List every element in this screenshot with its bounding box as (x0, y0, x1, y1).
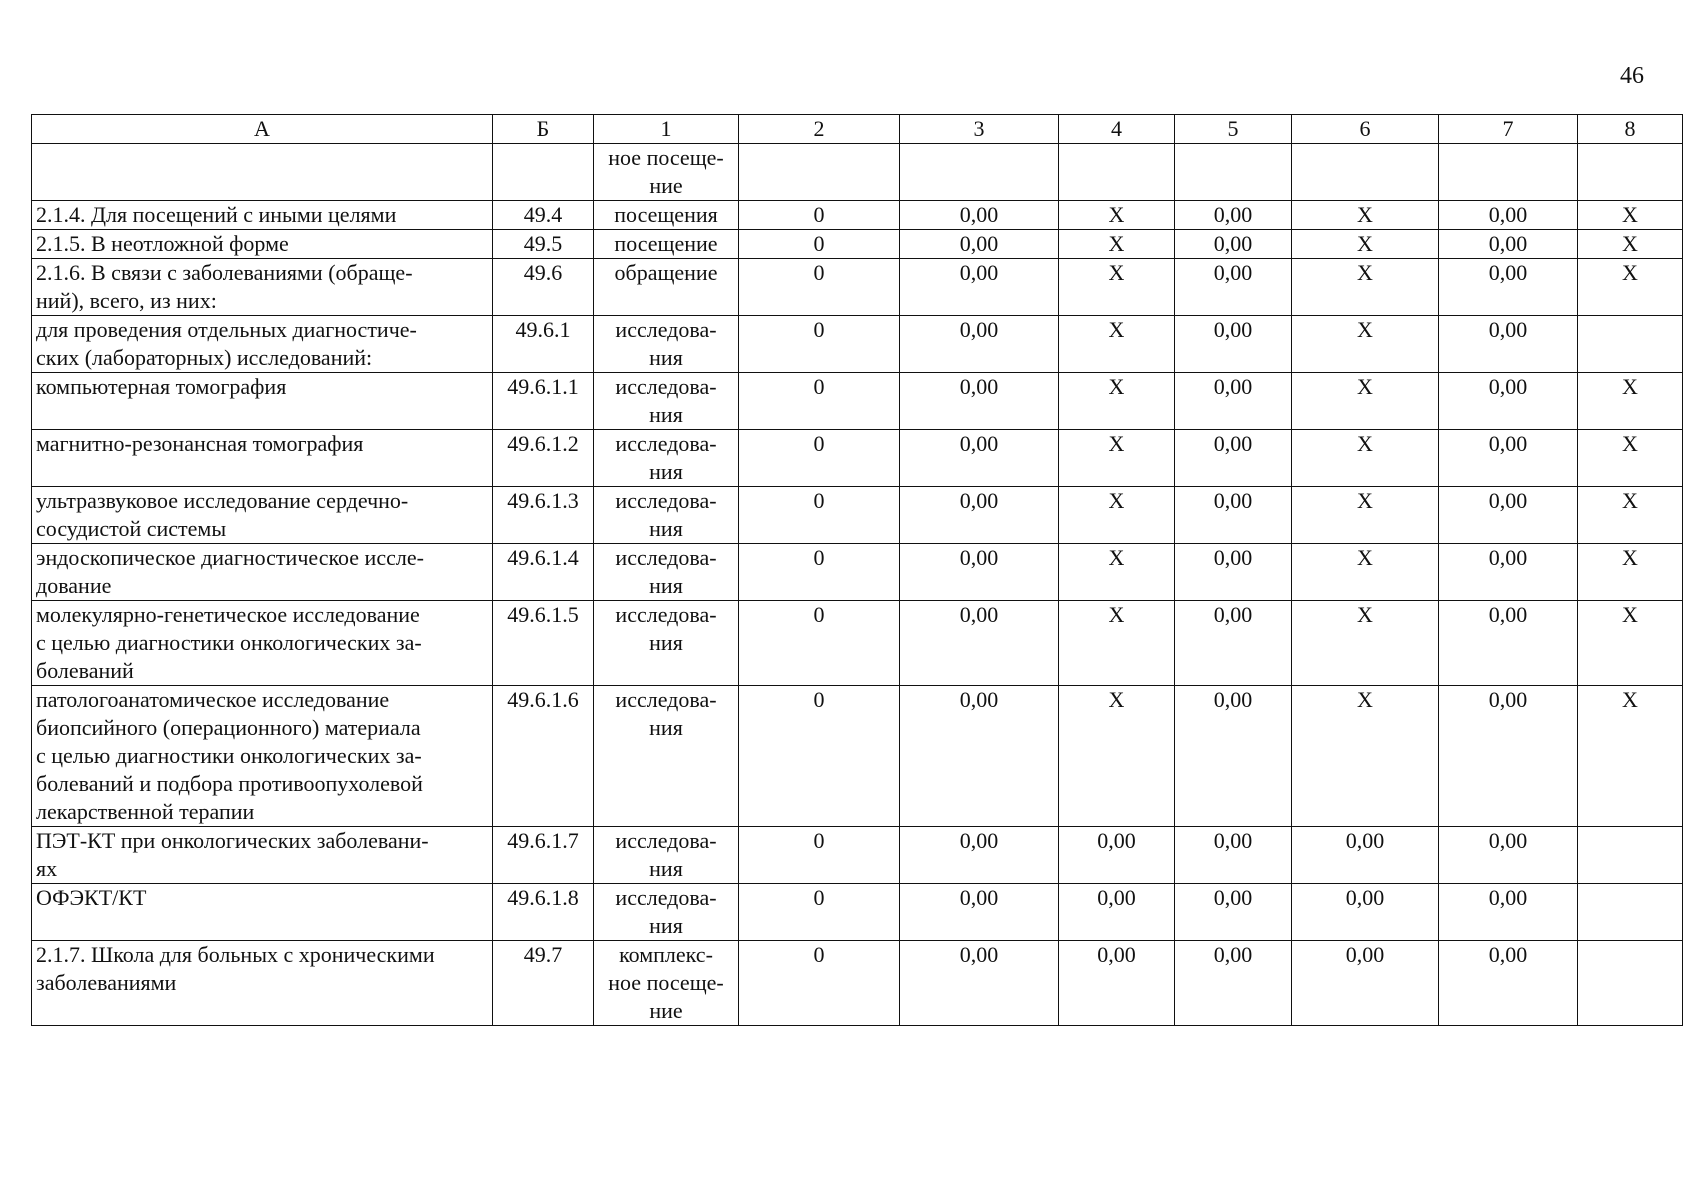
row-code-cell: 49.4 (493, 201, 594, 230)
col6-cell: X (1292, 230, 1439, 259)
col8-cell: X (1578, 430, 1683, 487)
table-body (32, 144, 1683, 1026)
table-row (32, 144, 1683, 201)
unit-cell: исследова- ния (594, 373, 739, 430)
row-code-cell: 49.7 (493, 941, 594, 1026)
unit-cell: исследова- ния (594, 316, 739, 373)
table-row (32, 201, 1683, 230)
col4-cell: X (1059, 430, 1175, 487)
col3-cell: 0,00 (900, 316, 1059, 373)
row-code-cell: 49.6.1 (493, 316, 594, 373)
col3-cell: 0,00 (900, 827, 1059, 884)
col3-cell: 0,00 (900, 686, 1059, 827)
unit-cell: исследова- ния (594, 686, 739, 827)
col2-cell: 0 (739, 941, 900, 1026)
col5-cell: 0,00 (1175, 544, 1292, 601)
col8-cell: X (1578, 201, 1683, 230)
indicator-name-cell: эндоскопическое диагностическое иссле- дование (32, 544, 493, 601)
col4-cell (1059, 144, 1175, 201)
col2-cell: 0 (739, 259, 900, 316)
indicator-name-cell: 2.1.7. Школа для больных с хроническими заболеваниями (32, 941, 493, 1026)
col2-cell: 0 (739, 201, 900, 230)
unit-cell: исследова- ния (594, 884, 739, 941)
col7-cell: 0,00 (1439, 230, 1578, 259)
unit-cell: обращение (594, 259, 739, 316)
table-row (32, 884, 1683, 941)
col8-cell (1578, 941, 1683, 1026)
header-cell: Б (493, 115, 594, 144)
col4-cell: X (1059, 316, 1175, 373)
col8-cell: X (1578, 487, 1683, 544)
header-cell: 6 (1292, 115, 1439, 144)
row-code-cell: 49.6.1.2 (493, 430, 594, 487)
row-code-cell: 49.6 (493, 259, 594, 316)
col8-cell (1578, 884, 1683, 941)
table-row (32, 544, 1683, 601)
col4-cell: X (1059, 601, 1175, 686)
header-cell: 8 (1578, 115, 1683, 144)
col6-cell: X (1292, 601, 1439, 686)
col4-cell: 0,00 (1059, 941, 1175, 1026)
table-row (32, 316, 1683, 373)
table-row (32, 259, 1683, 316)
table-row (32, 430, 1683, 487)
col2-cell: 0 (739, 827, 900, 884)
col4-cell: X (1059, 201, 1175, 230)
col8-cell: X (1578, 259, 1683, 316)
table-row (32, 827, 1683, 884)
col5-cell: 0,00 (1175, 259, 1292, 316)
col7-cell: 0,00 (1439, 373, 1578, 430)
header-cell: 3 (900, 115, 1059, 144)
row-code-cell: 49.6.1.3 (493, 487, 594, 544)
col6-cell: X (1292, 686, 1439, 827)
indicator-name-cell: для проведения отдельных диагностиче- ских (лабораторных) исследований: (32, 316, 493, 373)
col5-cell: 0,00 (1175, 827, 1292, 884)
col3-cell: 0,00 (900, 259, 1059, 316)
row-code-cell (493, 144, 594, 201)
indicator-name-cell: молекулярно-генетическое исследование с целью диагностики онкологических за- болеваний (32, 601, 493, 686)
col4-cell: X (1059, 544, 1175, 601)
col6-cell: X (1292, 259, 1439, 316)
col6-cell: 0,00 (1292, 884, 1439, 941)
col6-cell (1292, 144, 1439, 201)
header-cell: 5 (1175, 115, 1292, 144)
col2-cell: 0 (739, 487, 900, 544)
col7-cell: 0,00 (1439, 601, 1578, 686)
col7-cell (1439, 144, 1578, 201)
table-header (32, 115, 1683, 144)
unit-cell: исследова- ния (594, 827, 739, 884)
indicator-name-cell: патологоанатомическое исследование биопсийного (операционного) материала с целью диагностики онкологических за- болеваний и подбора противоопухолевой лекарственной терапии (32, 686, 493, 827)
col2-cell (739, 144, 900, 201)
row-code-cell: 49.6.1.5 (493, 601, 594, 686)
col4-cell: X (1059, 259, 1175, 316)
unit-cell: исследова- ния (594, 487, 739, 544)
indicator-name-cell (32, 144, 493, 201)
col3-cell: 0,00 (900, 373, 1059, 430)
col8-cell (1578, 827, 1683, 884)
col3-cell: 0,00 (900, 487, 1059, 544)
col8-cell: X (1578, 544, 1683, 601)
col3-cell: 0,00 (900, 544, 1059, 601)
col6-cell: X (1292, 487, 1439, 544)
col8-cell (1578, 144, 1683, 201)
row-code-cell: 49.6.1.1 (493, 373, 594, 430)
col6-cell: X (1292, 544, 1439, 601)
col4-cell: X (1059, 686, 1175, 827)
col8-cell: X (1578, 601, 1683, 686)
col2-cell: 0 (739, 316, 900, 373)
col3-cell (900, 144, 1059, 201)
row-code-cell: 49.5 (493, 230, 594, 259)
col2-cell: 0 (739, 373, 900, 430)
col2-cell: 0 (739, 601, 900, 686)
table-row (32, 941, 1683, 1026)
data-table (31, 114, 1683, 1026)
col7-cell: 0,00 (1439, 884, 1578, 941)
col3-cell: 0,00 (900, 601, 1059, 686)
indicator-name-cell: ОФЭКТ/КТ (32, 884, 493, 941)
header-row (32, 115, 1683, 144)
col6-cell: 0,00 (1292, 827, 1439, 884)
unit-cell: ное посеще- ние (594, 144, 739, 201)
col5-cell: 0,00 (1175, 430, 1292, 487)
col7-cell: 0,00 (1439, 259, 1578, 316)
col8-cell: X (1578, 373, 1683, 430)
col5-cell: 0,00 (1175, 487, 1292, 544)
header-cell: 2 (739, 115, 900, 144)
col6-cell: X (1292, 430, 1439, 487)
indicator-name-cell: 2.1.6. В связи с заболеваниями (обраще- ний), всего, из них: (32, 259, 493, 316)
col5-cell: 0,00 (1175, 373, 1292, 430)
col4-cell: 0,00 (1059, 884, 1175, 941)
unit-cell: комплекс- ное посеще- ние (594, 941, 739, 1026)
indicator-name-cell: компьютерная томография (32, 373, 493, 430)
row-code-cell: 49.6.1.8 (493, 884, 594, 941)
col3-cell: 0,00 (900, 430, 1059, 487)
indicator-name-cell: ультразвуковое исследование сердечно- сосудистой системы (32, 487, 493, 544)
indicator-name-cell: 2.1.5. В неотложной форме (32, 230, 493, 259)
col8-cell: X (1578, 230, 1683, 259)
header-cell: 7 (1439, 115, 1578, 144)
col7-cell: 0,00 (1439, 316, 1578, 373)
col5-cell: 0,00 (1175, 201, 1292, 230)
col7-cell: 0,00 (1439, 201, 1578, 230)
col2-cell: 0 (739, 884, 900, 941)
col4-cell: X (1059, 487, 1175, 544)
col7-cell: 0,00 (1439, 430, 1578, 487)
col4-cell: 0,00 (1059, 827, 1175, 884)
indicator-name-cell: ПЭТ-КТ при онкологических заболевани- ях (32, 827, 493, 884)
col5-cell: 0,00 (1175, 316, 1292, 373)
row-code-cell: 49.6.1.4 (493, 544, 594, 601)
row-code-cell: 49.6.1.6 (493, 686, 594, 827)
col3-cell: 0,00 (900, 201, 1059, 230)
col3-cell: 0,00 (900, 941, 1059, 1026)
table-row (32, 230, 1683, 259)
col6-cell: X (1292, 316, 1439, 373)
table-row (32, 487, 1683, 544)
col8-cell (1578, 316, 1683, 373)
header-cell: А (32, 115, 493, 144)
page-number: 46 (1620, 63, 1644, 89)
header-cell: 1 (594, 115, 739, 144)
col2-cell: 0 (739, 686, 900, 827)
indicator-name-cell: магнитно-резонансная томография (32, 430, 493, 487)
col6-cell: 0,00 (1292, 941, 1439, 1026)
col2-cell: 0 (739, 430, 900, 487)
indicator-name-cell: 2.1.4. Для посещений с иными целями (32, 201, 493, 230)
col7-cell: 0,00 (1439, 941, 1578, 1026)
table-row (32, 373, 1683, 430)
unit-cell: исследова- ния (594, 544, 739, 601)
col7-cell: 0,00 (1439, 827, 1578, 884)
col5-cell: 0,00 (1175, 230, 1292, 259)
col5-cell (1175, 144, 1292, 201)
col5-cell: 0,00 (1175, 601, 1292, 686)
table-row (32, 686, 1683, 827)
table-row (32, 601, 1683, 686)
header-cell: 4 (1059, 115, 1175, 144)
col6-cell: X (1292, 201, 1439, 230)
col6-cell: X (1292, 373, 1439, 430)
row-code-cell: 49.6.1.7 (493, 827, 594, 884)
unit-cell: исследова- ния (594, 601, 739, 686)
col5-cell: 0,00 (1175, 686, 1292, 827)
col8-cell: X (1578, 686, 1683, 827)
unit-cell: исследова- ния (594, 430, 739, 487)
col4-cell: X (1059, 230, 1175, 259)
col7-cell: 0,00 (1439, 487, 1578, 544)
col3-cell: 0,00 (900, 884, 1059, 941)
col5-cell: 0,00 (1175, 941, 1292, 1026)
col7-cell: 0,00 (1439, 686, 1578, 827)
col3-cell: 0,00 (900, 230, 1059, 259)
col7-cell: 0,00 (1439, 544, 1578, 601)
col5-cell: 0,00 (1175, 884, 1292, 941)
col2-cell: 0 (739, 230, 900, 259)
unit-cell: посещения (594, 201, 739, 230)
col4-cell: X (1059, 373, 1175, 430)
col2-cell: 0 (739, 544, 900, 601)
unit-cell: посещение (594, 230, 739, 259)
